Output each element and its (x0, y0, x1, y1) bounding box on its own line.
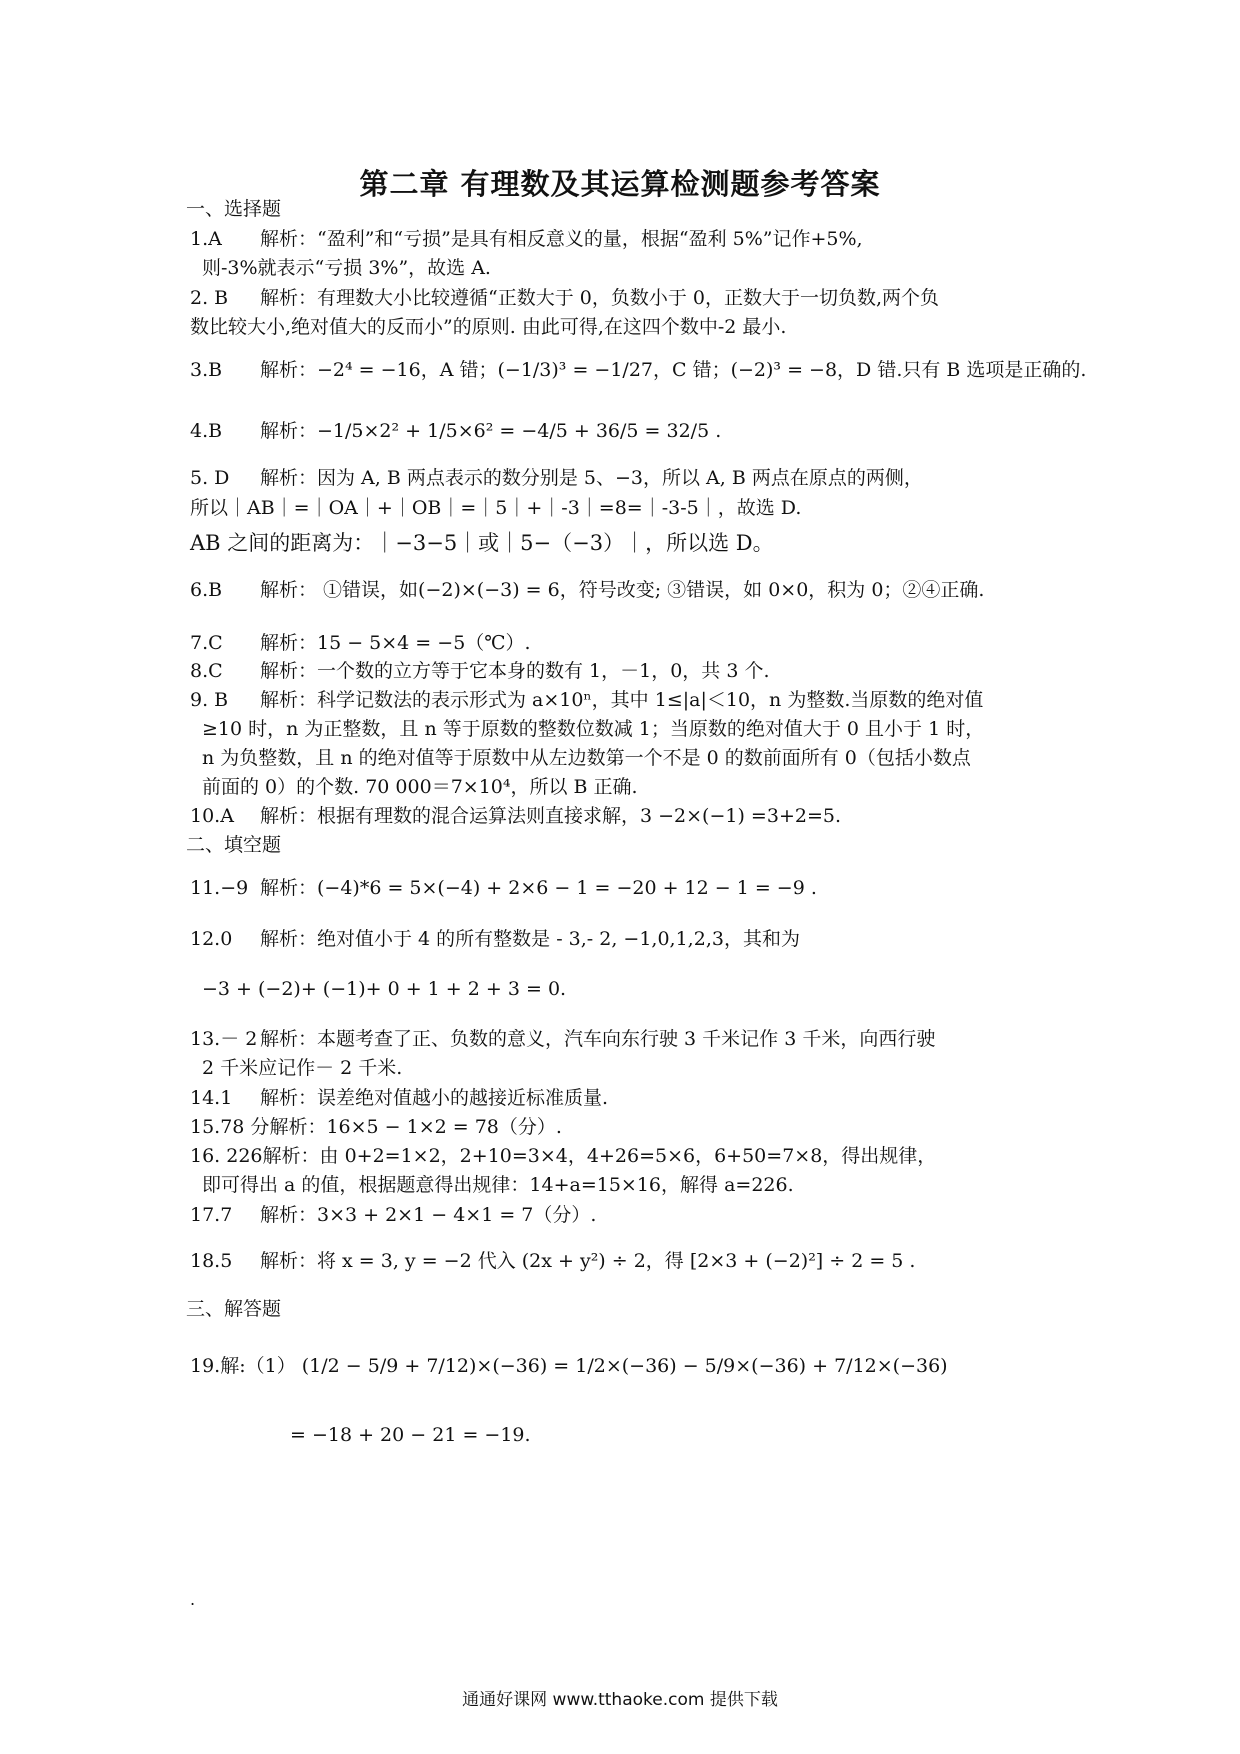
answer-q13-cont: 2 千米应记作－ 2 千米. (202, 1057, 403, 1079)
answer-number: 7.C (190, 632, 223, 654)
answer-text: 解析：将 x = 3, y = −2 代入 (2x + y²) ÷ 2，得 [2×3 + (−2)²] ÷ 2 = 5 . (260, 1250, 916, 1272)
answer-text: (1/2 − 5/9 + 7/12)×(−36) = 1/2×(−36) − 5/9×(−36) + 7/12×(−36) (301, 1355, 948, 1377)
answer-text: 解析：−2⁴ = −16，A 错；(−1/3)³ = −1/27，C 错；(−2)³ = −8，D 错.只有 B 选项是正确的. (260, 359, 1087, 381)
answer-q16 (190, 1143, 1090, 1169)
answer-q4 (190, 418, 1090, 444)
answer-q9-cont1: ≥10 时，n 为正整数，且 n 等于原数的整数位数减 1；当原数的绝对值大于 0 且小于 1 时， (202, 718, 985, 740)
answer-number: 2. B (190, 287, 229, 309)
answer-text: 解析：(−4)*6 = 5×(−4) + 2×6 − 1 = −20 + 12 − 1 = −9 . (260, 877, 817, 899)
answer-q10 (190, 803, 1090, 829)
answer-number: 6.B (190, 579, 223, 601)
answer-q19-result: = −18 + 20 − 21 = −19. (290, 1424, 531, 1446)
answer-text: 解析：误差绝对值越小的越接近标准质量. (260, 1087, 609, 1109)
answer-text: 解析：“盈利”和“亏损”是具有相反意义的量，根据“盈利 5%”记作+5%, (260, 228, 863, 250)
answer-text: 解析：−1/5×2² + 1/5×6² = −4/5 + 36/5 = 32/5 . (260, 420, 722, 442)
answer-q2-cont: 数比较大小,绝对值大的反而小”的原则. 由此可得,在这四个数中-2 最小. (190, 316, 787, 338)
answer-q1-cont: 则-3%就表示“亏损 3%”，故选 A. (202, 257, 491, 279)
answer-q8 (190, 658, 1090, 684)
answer-number: 14.1 (190, 1087, 233, 1109)
answer-text: 解析：因为 A, B 两点表示的数分别是 5、−3，所以 A, B 两点在原点的两侧， (260, 467, 923, 489)
answer-text: 解析：科学记数法的表示形式为 a×10ⁿ，其中 1≤|a|＜10，n 为整数.当原数的绝对值 (260, 689, 984, 711)
answer-number: 12.0 (190, 928, 233, 950)
answer-number: 9. B (190, 689, 229, 711)
answer-q18 (190, 1248, 1090, 1274)
answer-q5 (190, 465, 1090, 491)
footer-watermark: 通通好课网 www.tthaoke.com 提供下载 (462, 1690, 778, 1710)
answer-number: 11.−9 (190, 877, 249, 899)
answer-q3 (190, 357, 1090, 383)
answer-text: 解析：15 − 5×4 = −5（℃）. (260, 632, 531, 654)
section-heading-fill: 二、填空题 (186, 834, 282, 856)
answer-text: 解析：本题考查了正、负数的意义，汽车向东行驶 3 千米记作 3 千米，向西行驶 (260, 1028, 936, 1050)
answer-q5-distance: AB 之间的距离为：｜−3−5｜或｜5−（−3）｜，所以选 D。 (190, 531, 774, 555)
answer-text: 解析：一个数的立方等于它本身的数有 1，－1，0，共 3 个. (260, 660, 770, 682)
page-title: 第二章 有理数及其运算检测题参考答案 (359, 167, 881, 201)
answer-text: 解析：绝对值小于 4 的所有整数是 - 3,- 2, −1,0,1,2,3，其和为 (260, 928, 800, 950)
answer-number: 15.78 分 (190, 1116, 270, 1138)
answer-q19 (190, 1353, 1090, 1379)
answer-number: 8.C (190, 660, 223, 682)
answer-number: 16. 226 (190, 1145, 263, 1167)
answer-text: 解析：根据有理数的混合运算法则直接求解，3 −2×(−1) =3+2=5. (260, 805, 841, 827)
answer-q1 (190, 226, 1090, 252)
answer-number: 1.A (190, 228, 222, 250)
answer-number: 17.7 (190, 1204, 233, 1226)
answer-q12-cont: −3 + (−2)+ (−1)+ 0 + 1 + 2 + 3 = 0. (202, 978, 567, 1000)
stray-dot: . (190, 1590, 196, 1609)
answer-q15 (190, 1114, 1090, 1140)
answer-number: 5. D (190, 467, 230, 489)
answer-number: 18.5 (190, 1250, 233, 1272)
answer-number: 19.解:（1） (190, 1355, 296, 1377)
answer-q16-cont: 即可得出 a 的值，根据题意得出规律：14+a=15×16，解得 a=226. (202, 1174, 794, 1196)
answer-text: 解析：由 0+2=1×2，2+10=3×4，4+26=5×6，6+50=7×8，得出规律， (262, 1145, 937, 1167)
answer-q5-cont: 所以｜AB｜=｜OA｜+｜OB｜=｜5｜+｜-3｜=8=｜-3-5｜，故选 D. (190, 497, 802, 519)
answer-q7 (190, 630, 1090, 656)
answer-q9-cont2: n 为负整数，且 n 的绝对值等于原数中从左边数第一个不是 0 的数前面所有 0（包括小数点 (202, 747, 971, 769)
answer-q9 (190, 687, 1090, 713)
answer-q9-cont3: 前面的 0）的个数. 70 000＝7×10⁴，所以 B 正确. (202, 776, 638, 798)
answer-number: 13.－ 2 (190, 1028, 258, 1050)
answer-q6 (190, 577, 1090, 603)
answer-number: 4.B (190, 420, 223, 442)
answer-text: 解析：16×5 − 1×2 = 78（分）. (269, 1116, 562, 1138)
answer-q12 (190, 926, 1090, 952)
answer-q2 (190, 285, 1090, 311)
answer-number: 10.A (190, 805, 234, 827)
answer-q17 (190, 1202, 1090, 1228)
answer-q14 (190, 1085, 1090, 1111)
answer-text: 解析：有理数大小比较遵循“正数大于 0，负数小于 0，正数大于一切负数,两个负 (260, 287, 940, 309)
section-heading-choice: 一、选择题 (186, 198, 282, 220)
answer-number: 3.B (190, 359, 223, 381)
answer-q11 (190, 875, 1090, 901)
section-heading-solve: 三、解答题 (186, 1298, 282, 1320)
answer-text: 解析：3×3 + 2×1 − 4×1 = 7（分）. (260, 1204, 597, 1226)
answer-q13 (190, 1026, 1090, 1052)
answer-text: 解析： ①错误，如(−2)×(−3) = 6，符号改变; ③错误，如 0×0，积为 0；②④正确. (260, 579, 985, 601)
